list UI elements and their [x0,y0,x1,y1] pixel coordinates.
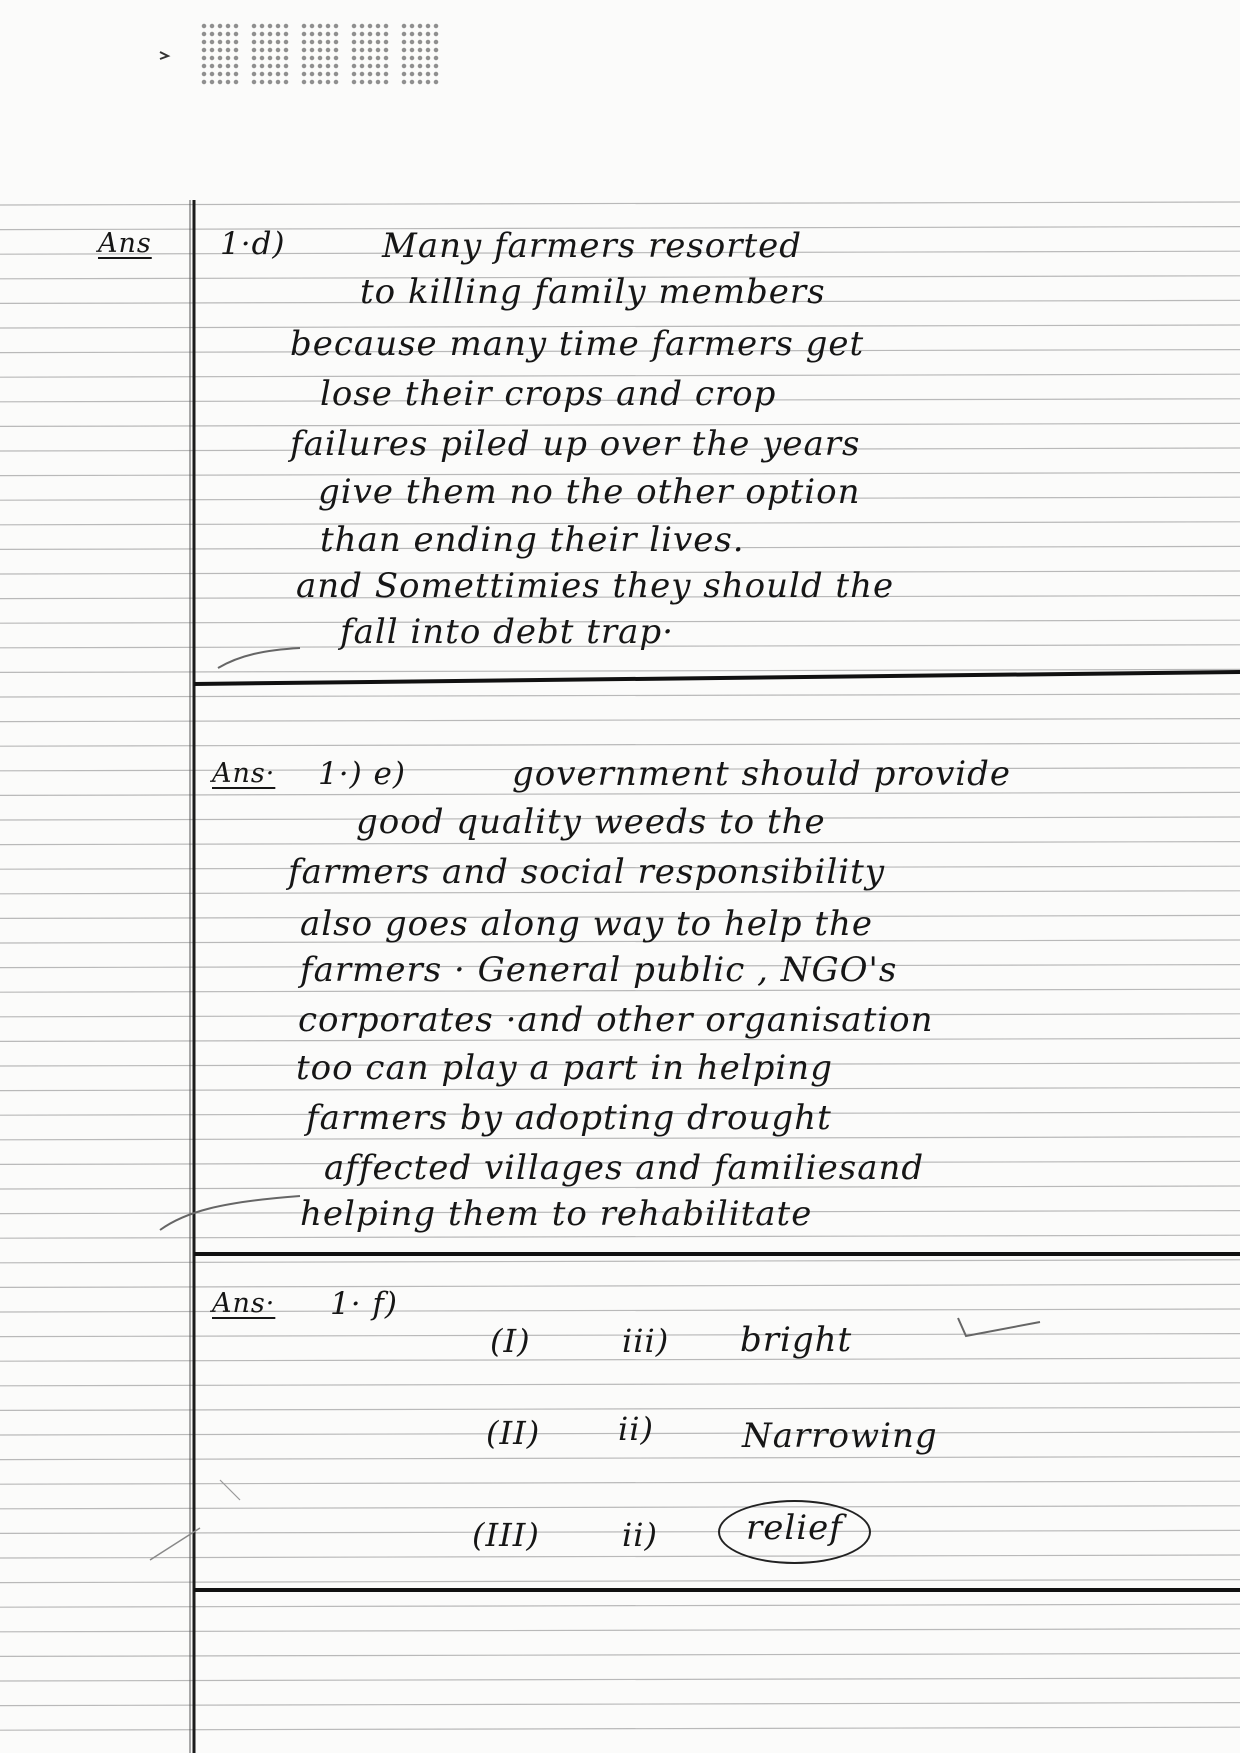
answer-line: too can play a part in helping [296,1048,833,1088]
question-number: 1·d) [220,226,286,262]
answer-line: corporates ·and other organisation [298,1000,934,1040]
answer-line: helping them to rehabilitate [300,1194,813,1234]
tick-mark [220,1480,240,1500]
ruled-line [0,1653,1240,1656]
ruled-line [0,1727,1240,1730]
answer-label: Ans· [212,758,276,789]
ruled-line [0,1629,1240,1632]
ruled-line [0,669,1240,672]
ruled-line [0,1334,1240,1337]
ruled-line [0,1235,1240,1238]
answer-line: farmers · General public , NGO's [300,950,898,990]
answer-line: good quality weeds to the [356,802,826,842]
answer-line: fall into debt trap· [340,612,675,652]
stamp-digit [400,22,440,86]
answer-label: Ans [98,228,152,259]
tick-mark [218,648,300,668]
ruled-line [0,1260,1240,1263]
ruled-line [0,1678,1240,1681]
answer-word: relief [718,1500,871,1564]
ruled-line [0,1309,1240,1312]
option-number: ii) [622,1516,658,1554]
ruled-line [0,202,1240,205]
option-number: ii) [618,1410,654,1448]
ruled-line [0,1358,1240,1361]
answer-line: lose their crops and crop [320,374,777,414]
answer-line: farmers and social responsibility [288,852,886,892]
answer-word: Narrowing [742,1416,938,1456]
answer-line: Many farmers resorted [382,226,803,266]
answer-line: give them no the other option [318,472,861,512]
question-number: 1·) e) [318,756,406,792]
roman-numeral: (II) [486,1414,541,1452]
stamp-digit [300,22,340,86]
answer-line: affected villages and familiesand [324,1148,925,1188]
answer-line: because many time farmers get [290,324,865,364]
roman-numeral: (I) [490,1322,531,1360]
ruled-line [0,1555,1240,1558]
answer-line: failures piled up over the years [290,424,861,464]
ruled-line [0,842,1240,845]
ruled-line [0,1284,1240,1287]
stamp-digit [250,22,290,86]
roll-number-stamp [200,18,470,90]
answer-line: farmers by adopting drought [306,1098,832,1138]
stamp-digit [350,22,390,86]
ruled-line [0,1530,1240,1533]
stamp-digit [200,22,240,86]
answer-label: Ans· [212,1288,276,1319]
answer-line: government should provide [512,754,1012,794]
answer-word: bright [740,1320,853,1360]
circled-answer [718,1500,871,1564]
ruled-line [0,1604,1240,1607]
mark [160,52,168,59]
ruled-line [0,1088,1240,1091]
ruled-line [0,1457,1240,1460]
ruled-line [0,1481,1240,1484]
answer-line: and Somettimies they should the [296,566,895,606]
tick-mark [958,1318,1040,1336]
ruled-line [0,1703,1240,1706]
ruled-line [0,1580,1240,1583]
ruled-line [0,719,1240,722]
separator-line [194,672,1240,684]
question-number: 1· f) [330,1286,398,1322]
ruled-line [0,694,1240,697]
answer-line: than ending their lives. [320,520,745,560]
ruled-line [0,1383,1240,1386]
answer-line: to killing family members [360,272,826,312]
option-number: iii) [622,1322,670,1360]
ruled-line [0,743,1240,746]
roman-numeral: (III) [472,1516,540,1554]
answer-line: also goes along way to help the [300,904,874,944]
ruled-line [0,1506,1240,1509]
